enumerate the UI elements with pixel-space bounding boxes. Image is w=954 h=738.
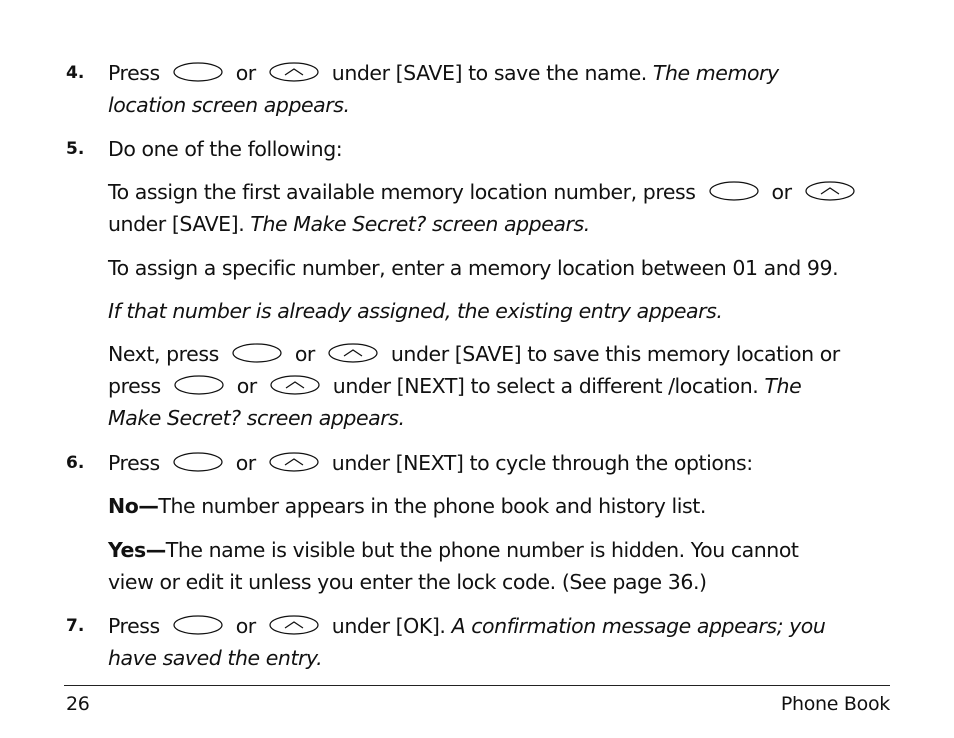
step-7-text: Press or under [OK]. A confirmation message appears; you have saved the entry. xyxy=(108,614,826,670)
step-6-text: Press or under [NEXT] to cycle through the options: xyxy=(108,451,753,475)
step-number: 7. xyxy=(66,616,85,636)
up-softkey-icon xyxy=(269,452,319,472)
step-number: 4. xyxy=(66,63,85,83)
up-softkey-icon xyxy=(328,343,378,363)
section-title: Phone Book xyxy=(780,693,890,715)
footer-divider xyxy=(64,685,890,686)
step-5-option-first-available: To assign the first available memory location number, press or under [SAVE]. The Make Secret? screen appears. xyxy=(108,176,898,240)
step-5-intro: Do one of the following: xyxy=(108,137,343,161)
softkey-icon xyxy=(173,615,223,635)
page-number: 26 xyxy=(66,693,90,715)
up-softkey-icon xyxy=(270,375,320,395)
step-4-text: Press or under [SAVE] to save the name. The memory location screen appears. xyxy=(108,61,779,117)
softkey-icon xyxy=(232,343,282,363)
softkey-icon xyxy=(709,181,759,201)
up-softkey-icon xyxy=(805,181,855,201)
option-label: No— xyxy=(108,494,159,518)
softkey-icon xyxy=(174,375,224,395)
step-number: 6. xyxy=(66,453,85,473)
softkey-icon xyxy=(173,62,223,82)
step-5-next: Next, press or under [SAVE] to save this memory location or press or under [NEXT] to select a different /location. The Make Secret? screen appears. xyxy=(108,342,840,430)
option-yes: Yes—The name is visible but the phone number is hidden. You cannot view or edit it unless you enter the lock code. (See page 36.) xyxy=(108,538,799,594)
step-number: 5. xyxy=(66,139,85,159)
softkey-icon xyxy=(173,452,223,472)
step-5-note: If that number is already assigned, the existing entry appears. xyxy=(108,299,723,323)
option-label: Yes— xyxy=(108,538,166,562)
up-softkey-icon xyxy=(269,615,319,635)
up-softkey-icon xyxy=(269,62,319,82)
option-no: No—The number appears in the phone book and history list. xyxy=(108,494,706,518)
step-5-option-specific: To assign a specific number, enter a memory location between 01 and 99. xyxy=(108,256,839,280)
